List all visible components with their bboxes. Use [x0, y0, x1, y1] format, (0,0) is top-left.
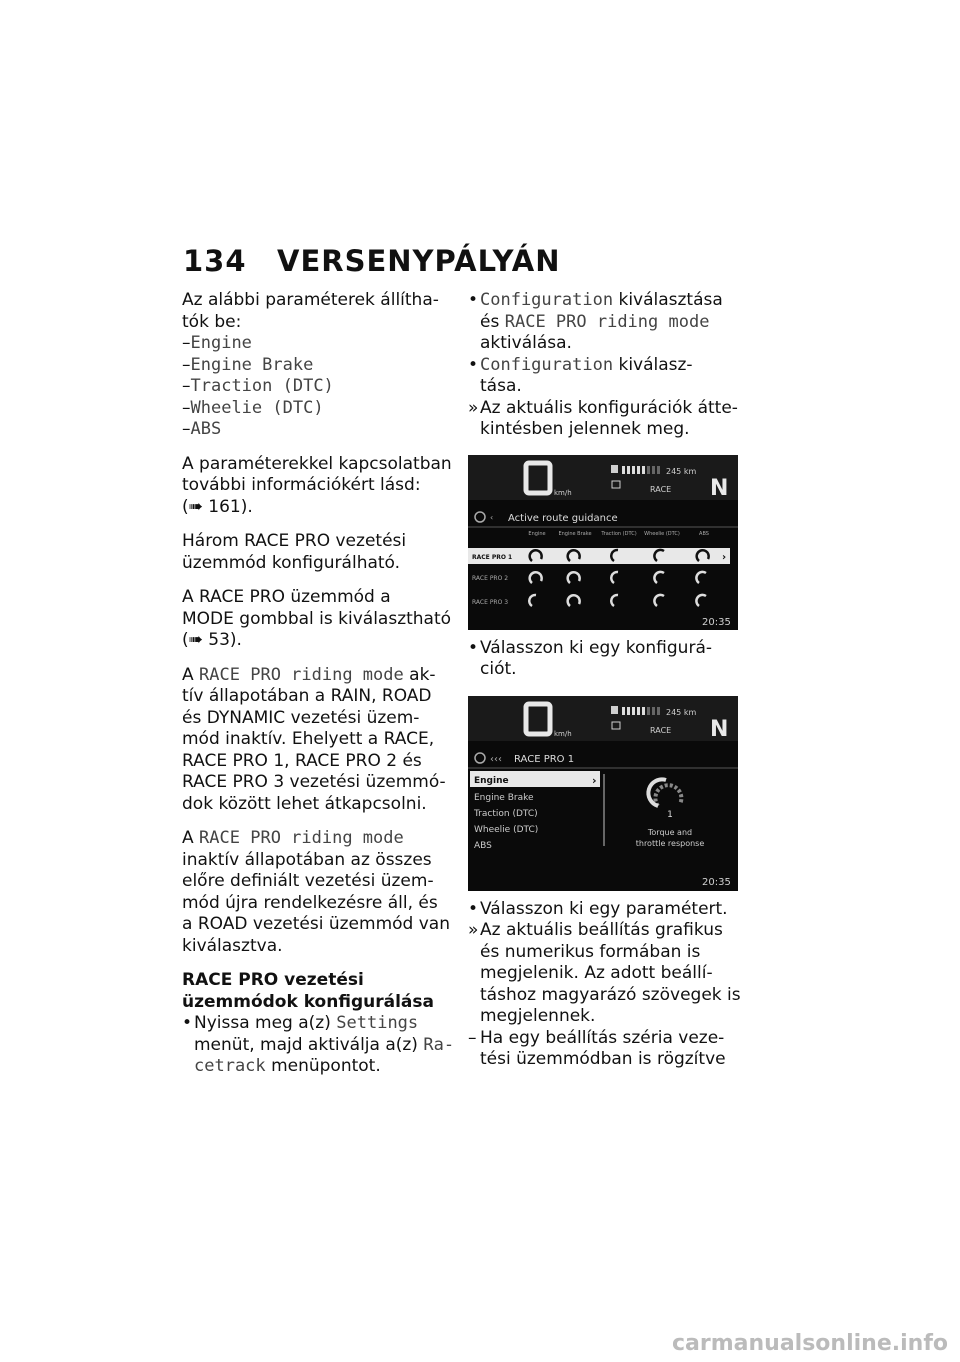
svg-text:Engine Brake: Engine Brake — [558, 530, 592, 537]
param-item: –Traction (DTC) — [182, 376, 334, 396]
setting-value: 1 — [667, 809, 673, 820]
result-arrow-icon: » — [468, 920, 479, 940]
back-chevron-icon: ‹ — [490, 512, 494, 522]
menu-item[interactable]: ABS — [474, 840, 492, 851]
row-label: RACE PRO 2 — [472, 574, 509, 582]
fuel-icon — [611, 706, 618, 714]
paragraph-mode-button: A RACE PRO üzemmód a MODE gombbal is kiválasztható (➠ 53). — [182, 587, 452, 650]
back-chevron-icon: ‹‹‹ — [490, 753, 502, 765]
result-detail: » Az aktuális beállítás grafikus és numerikus formában is megjelenik. Az adott beállí- táshoz magyarázó szövegek is megjelennek. — [468, 920, 741, 1026]
range-readout: 245 km — [666, 466, 697, 476]
svg-text:Engine: Engine — [528, 530, 546, 537]
paragraph-inactive: A RACE PRO riding mode inaktív állapotában az összes előre definiált vezetési üzem- mód újra rendelkezésre áll, és a ROAD vezetési üzemmód van kiválasztva. — [182, 828, 450, 956]
result-overview: » Az aktuális konfigurációk átte- kintésben jelennek meg. — [468, 397, 738, 439]
setting-description: Torque and — [647, 827, 693, 837]
result-arrow-icon: » — [468, 397, 479, 418]
menu-item[interactable]: Wheelie (DTC) — [474, 824, 539, 835]
param-item: –Engine — [182, 333, 252, 353]
svg-text:Traction (DTC): Traction (DTC) — [601, 530, 637, 537]
step-select-config: • Válasszon ki egy konfigurá- ciót. — [468, 637, 712, 679]
page-title: VERSENYPÁLYÁN — [277, 244, 561, 278]
gear-indicator: N — [710, 475, 729, 501]
setting-description: throttle response — [635, 838, 705, 848]
paragraph-modes: Három RACE PRO vezetési üzemmód konfigurálható. — [182, 531, 407, 573]
chevron-right-icon: › — [722, 551, 727, 563]
clock: 20:35 — [702, 876, 731, 888]
speed-unit: km/h — [554, 729, 572, 738]
param-item: –Wheelie (DTC) — [182, 397, 324, 418]
row-label: RACE PRO 3 — [472, 598, 509, 606]
bullet-icon: • — [468, 898, 479, 919]
bullet-icon: • — [468, 290, 479, 310]
bullet-icon: • — [182, 1013, 193, 1033]
arrow-right-icon: ➠ — [188, 496, 203, 517]
riding-mode: RACE — [650, 484, 672, 494]
left-column — [182, 290, 455, 1078]
menu-item: Engine — [474, 775, 509, 786]
riding-mode: RACE — [650, 725, 672, 735]
svg-text:ABS: ABS — [699, 530, 709, 537]
page-link[interactable]: 161). — [208, 496, 253, 517]
page-link[interactable]: 53). — [208, 630, 242, 650]
range-readout: 245 km — [666, 707, 697, 717]
step-configuration: • Configuration kiválasztása és RACE PRO riding mode aktiválása. — [468, 290, 723, 353]
row-label: RACE PRO 1 — [472, 553, 513, 561]
paragraph-active: A RACE PRO riding mode ak- tív állapotában a RAIN, ROAD és DYNAMIC vezetési üzem- mód inaktív. Ehelyett a RACE, RACE PRO 1, RACE PRO 2 és RACE PRO 3 vezetési üzemmó- dok között lehet átkapcsolni. — [182, 664, 446, 814]
fuel-icon — [611, 465, 618, 473]
step-select-parameter: • Válasszon ki egy paramétert. — [468, 898, 728, 919]
bullet-icon: • — [468, 637, 479, 658]
arrow-right-icon: ➠ — [188, 630, 203, 650]
intro-paragraph: Az alábbi paraméterek állítha- tók be: –Engine –Engine Brake –Traction (DTC) –Wheelie (DTC) –ABS — [182, 290, 450, 441]
bullet-icon: • — [468, 354, 479, 375]
clock: 20:35 — [702, 616, 731, 628]
section-heading: RACE PRO vezetési üzemmódok konfigurálása — [182, 970, 434, 1012]
paragraph-reference: A paraméterekkel kapcsolatban további információkért lásd: (➠ 161). — [182, 453, 452, 517]
page-number: 134 — [183, 244, 247, 278]
param-item: –Engine Brake — [182, 354, 314, 375]
param-item: –ABS — [182, 419, 222, 439]
menu-title: Active route guidance — [508, 512, 618, 524]
speed-unit: km/h — [554, 488, 572, 497]
dashboard-screen-detail — [468, 696, 738, 891]
note-fixed-setting: – Ha egy beállítás széria veze- tési üzemmódban is rögzítve — [468, 1027, 726, 1069]
step-open-settings: • Nyissa meg a(z) Settings menüt, majd aktiválja a(z) Ra- cetrack menüpontot. — [182, 1013, 455, 1076]
gear-indicator: N — [710, 716, 729, 742]
chevron-right-icon: › — [592, 773, 597, 787]
page-header — [183, 244, 561, 278]
step-select-configuration: • Configuration kiválasz- tása. — [468, 354, 693, 396]
dashboard-screen-overview — [468, 455, 738, 630]
menu-title: RACE PRO 1 — [514, 753, 575, 765]
right-column — [468, 290, 740, 1071]
menu-item[interactable]: Engine Brake — [474, 792, 534, 803]
menu-item[interactable]: Traction (DTC) — [474, 808, 538, 819]
watermark: carmanualsonline.info — [672, 1331, 948, 1356]
svg-text:Wheelie (DTC): Wheelie (DTC) — [644, 530, 680, 537]
